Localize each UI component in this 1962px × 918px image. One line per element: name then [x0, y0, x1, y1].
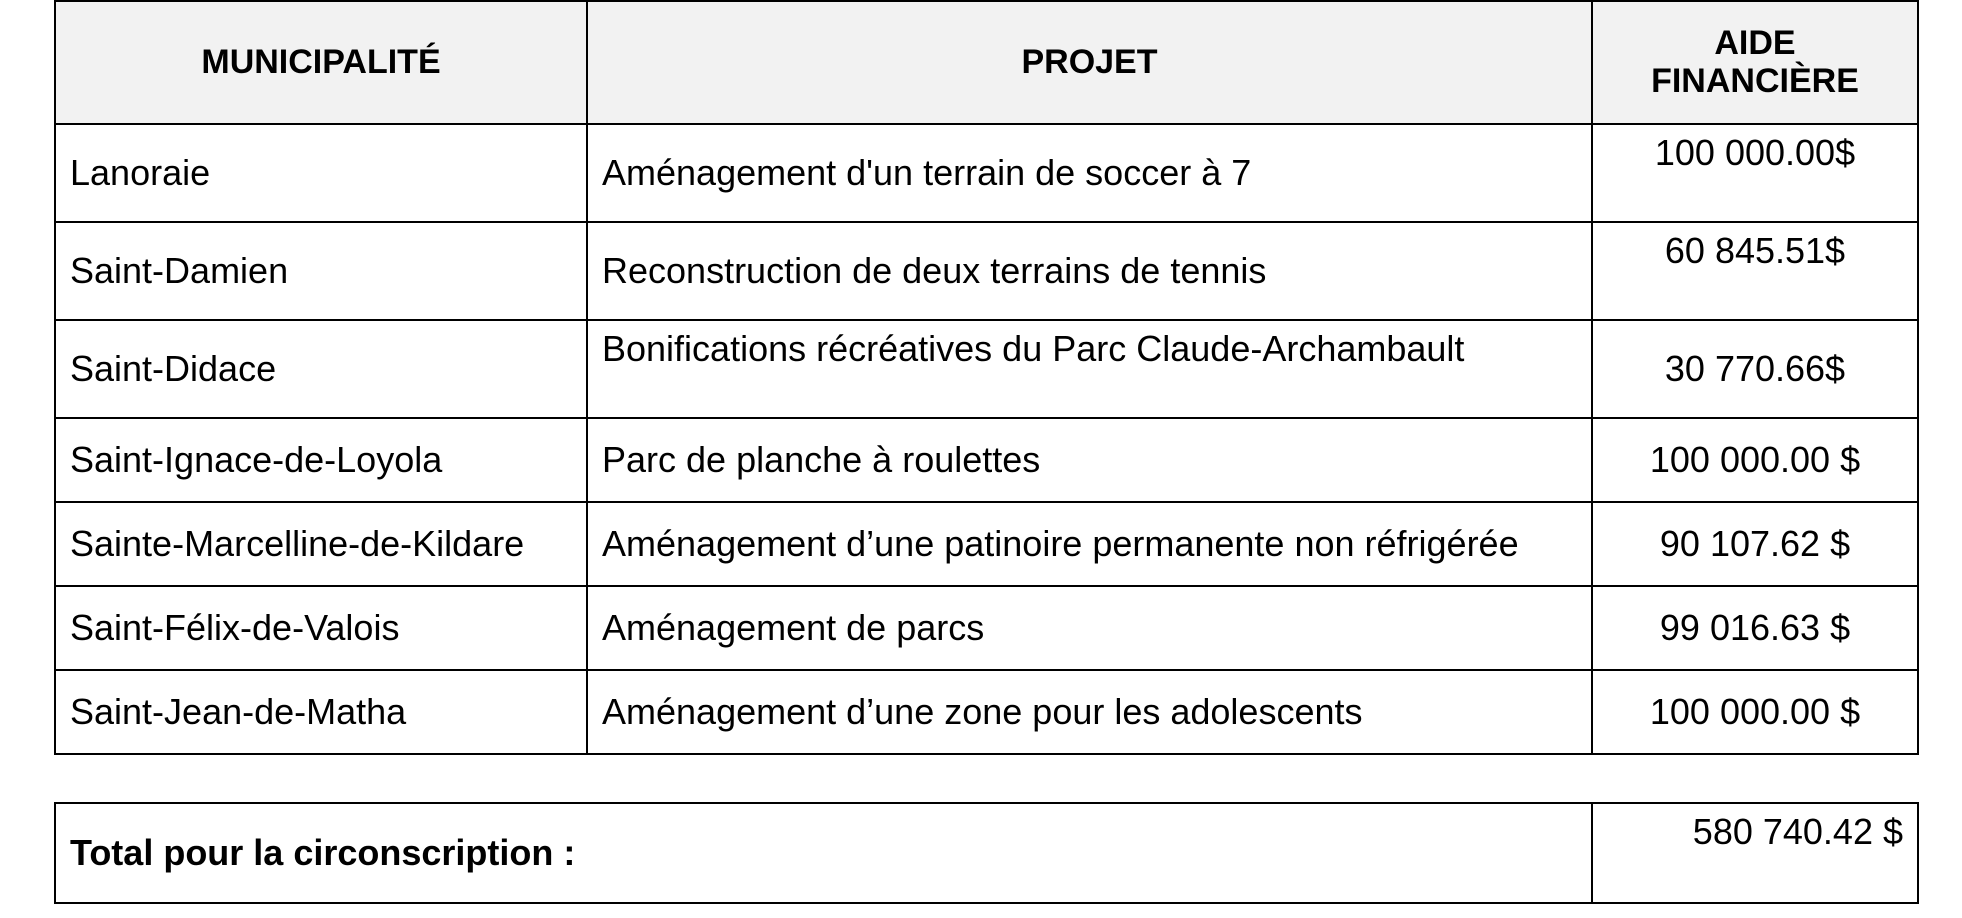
header-aide-line1: AIDE [1714, 24, 1796, 63]
cell-municipalite: Sainte-Marcelline-de-Kildare [55, 502, 587, 586]
cell-aide: 100 000.00$ [1592, 124, 1918, 222]
cell-aide: 30 770.66$ [1592, 320, 1918, 418]
table-row [55, 670, 1918, 754]
table-row [55, 320, 1918, 418]
total-amount: 580 740.42 $ [1592, 803, 1918, 903]
total-row [55, 803, 1918, 903]
cell-projet: Aménagement d'un terrain de soccer à 7 [587, 124, 1592, 222]
table-row [55, 222, 1918, 320]
table-row [55, 502, 1918, 586]
table-row [55, 418, 1918, 502]
cell-aide: 99 016.63 $ [1592, 586, 1918, 670]
header-municipalite: MUNICIPALITÉ [55, 1, 587, 124]
cell-aide: 60 845.51$ [1592, 222, 1918, 320]
cell-municipalite: Saint-Jean-de-Matha [55, 670, 587, 754]
cell-municipalite: Saint-Didace [55, 320, 587, 418]
cell-projet: Aménagement d’une zone pour les adolescents [587, 670, 1592, 754]
cell-aide: 100 000.00 $ [1592, 670, 1918, 754]
cell-aide: 90 107.62 $ [1592, 502, 1918, 586]
header-aide-financiere [1592, 1, 1918, 124]
cell-projet: Reconstruction de deux terrains de tennis [587, 222, 1592, 320]
cell-municipalite: Lanoraie [55, 124, 587, 222]
header-aide-line2: FINANCIÈRE [1651, 61, 1859, 100]
cell-projet: Parc de planche à roulettes [587, 418, 1592, 502]
funding-table [54, 0, 1919, 755]
table-header-row [55, 1, 1918, 124]
table-row [55, 124, 1918, 222]
cell-municipalite: Saint-Ignace-de-Loyola [55, 418, 587, 502]
cell-municipalite: Saint-Damien [55, 222, 587, 320]
cell-projet: Aménagement de parcs [587, 586, 1592, 670]
cell-projet: Aménagement d’une patinoire permanente non réfrigérée [587, 502, 1592, 586]
cell-aide: 100 000.00 $ [1592, 418, 1918, 502]
cell-municipalite: Saint-Félix-de-Valois [55, 586, 587, 670]
table-row [55, 586, 1918, 670]
header-projet: PROJET [587, 1, 1592, 124]
total-table [54, 802, 1919, 904]
cell-projet: Bonifications récréatives du Parc Claude-Archambault [587, 320, 1592, 418]
total-label: Total pour la circonscription : [55, 803, 1592, 903]
